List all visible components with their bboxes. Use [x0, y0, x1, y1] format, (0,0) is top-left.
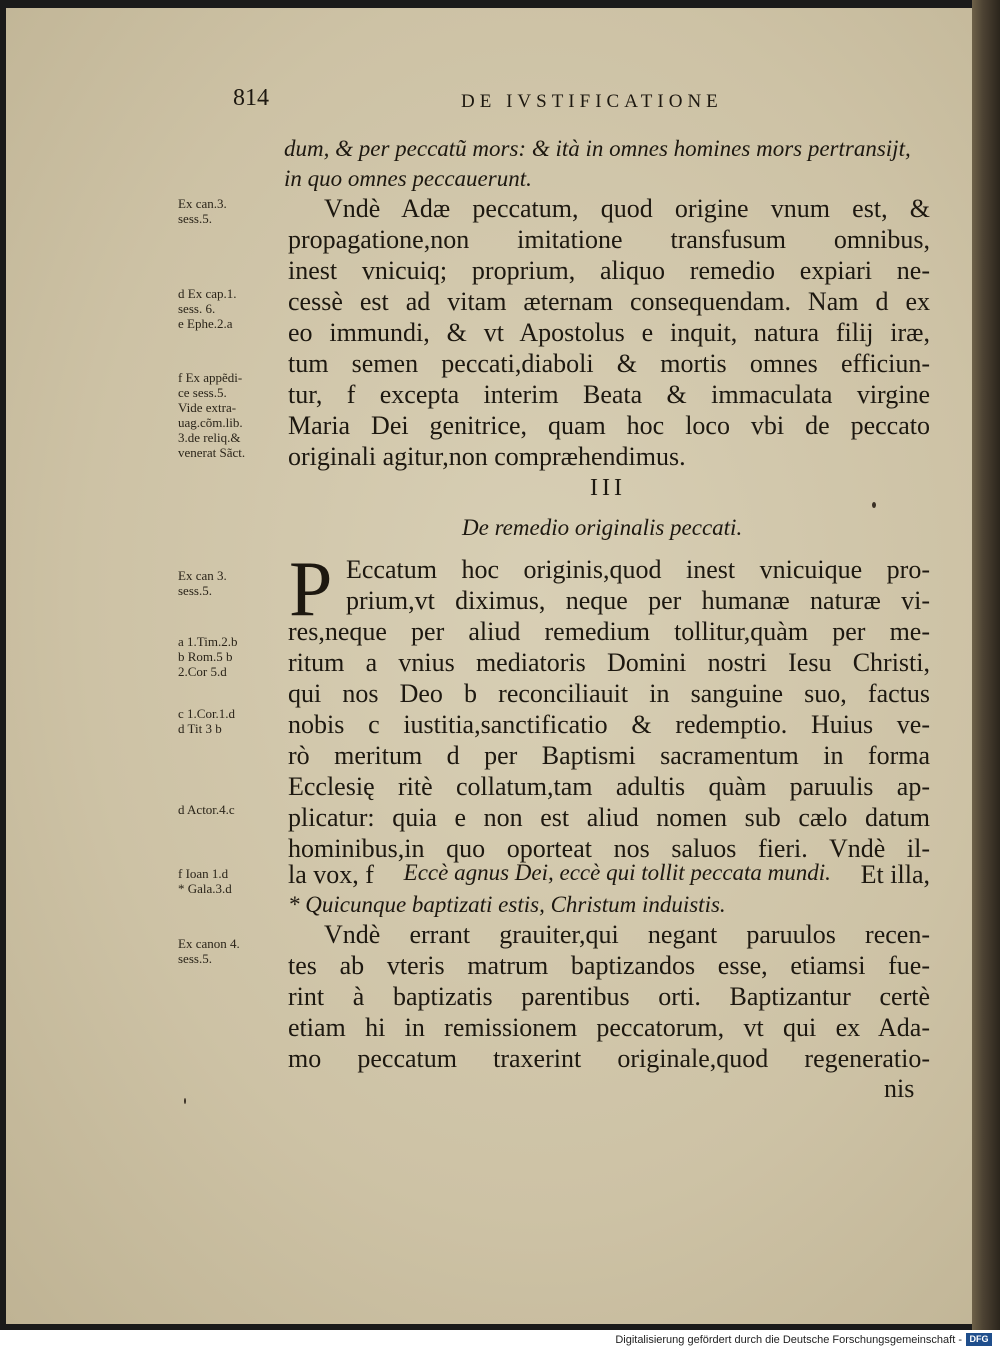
text-line: hominibus,in quo oporteat nos saluos fieri. Vndè il-: [288, 834, 930, 863]
book-page: [6, 8, 972, 1324]
text-line: originali agitur,non compræhendimus.: [288, 442, 686, 471]
text-line: propagatione,non imitatione transfusum omnibus,: [288, 225, 930, 254]
section-title: De remedio originalis peccati.: [462, 515, 743, 540]
text-line: inest vnicuiq; proprium, aliquo remedio expiari ne-: [288, 256, 930, 285]
text-line: qui nos Deo b reconciliauit in sanguine suo, factus: [288, 679, 930, 708]
footer-credit: Digitalisierung gefördert durch die Deutsche Forschungsgemeinschaft -: [615, 1334, 962, 1346]
margin-note: f Ex appẽdi- ce sess.5. Vide extra- uag.cõm.lib. 3.de reliq.& venerat Sãct.: [178, 370, 246, 460]
text-line: rò meritum d per Baptismi sacramentum in forma: [288, 741, 930, 770]
margin-note: c 1.Cor.1.d d Tit 3 b: [178, 706, 236, 736]
text-line: eo immundi, & vt Apostolus e inquit, natura filij iræ,: [288, 318, 930, 347]
catchword: nis: [884, 1074, 915, 1103]
ink-speck: [184, 1098, 186, 1104]
book-spine-edge: [972, 0, 1000, 1330]
text-line: Eccatum hoc originis,quod inest vnicuique pro-: [346, 555, 930, 584]
footer-bar: [0, 1330, 1000, 1351]
text-line: dum, & per peccatũ mors: & ità in omnes homines mors pertransijt,: [284, 136, 911, 161]
text-fragment: Et illa,: [860, 860, 930, 889]
text-line-mixed: [288, 860, 930, 890]
dfg-logo: DFG: [966, 1333, 992, 1346]
margin-note: Ex can 3. sess.5.: [178, 568, 227, 598]
margin-note: Ex can.3. sess.5.: [178, 196, 227, 226]
text-fragment: la vox, f: [288, 860, 374, 889]
text-line: nobis c iustitia,sanctificatio & redemptio. Huius ve-: [288, 710, 930, 739]
quotation-italic: Eccè agnus Dei, eccè qui tollit peccata mundi.: [403, 860, 831, 885]
text-line: Vndè errant grauiter,qui negant paruulos recen-: [324, 920, 930, 949]
text-line: in quo omnes peccauerunt.: [284, 166, 532, 191]
text-line: Vndè Adæ peccatum, quod origine vnum est, &: [324, 194, 930, 223]
margin-note: Ex canon 4. sess.5.: [178, 936, 240, 966]
text-line: tes ab vteris matrum baptizandos esse, etiamsi fue-: [288, 951, 930, 980]
text-line: Ecclesię ritè collatum,tam adultis quàm paruulis ap-: [288, 772, 930, 801]
text-line: tum semen peccati,diaboli & mortis omnes efficiun-: [288, 349, 930, 378]
text-line: mo peccatum traxerint originale,quod regeneratio-: [288, 1044, 930, 1073]
quotation-italic: * Quicunque baptizati estis, Christum induistis.: [288, 892, 726, 917]
text-line: Maria Dei genitrice, quam hoc loco vbi de peccato: [288, 411, 930, 440]
text-line: res,neque per aliud remedium tollitur,quàm per me-: [288, 617, 930, 646]
running-title: DE IVSTIFICATIONE: [461, 91, 723, 112]
margin-note: d Ex cap.1. sess. 6. e Ephe.2.a: [178, 286, 237, 331]
margin-note: a 1.Tim.2.b b Rom.5 b 2.Cor 5.d: [178, 634, 238, 679]
text-line: rint à baptizatis parentibus orti. Baptizantur certè: [288, 982, 930, 1011]
page-number: 814: [233, 85, 269, 111]
text-line: etiam hi in remissionem peccatorum, vt qui ex Ada-: [288, 1013, 930, 1042]
text-line: plicatur: quia e non est aliud nomen sub cælo datum: [288, 803, 930, 832]
margin-note: f Ioan 1.d * Gala.3.d: [178, 866, 232, 896]
section-number: III: [590, 475, 626, 501]
margin-note: d Actor.4.c: [178, 802, 235, 817]
ink-speck: [872, 502, 876, 508]
text-line: tur, f excepta interim Beata & immaculata virgine: [288, 380, 930, 409]
drop-cap-initial: P: [289, 545, 333, 632]
text-line: prium,vt diximus, neque per humanæ naturæ vi-: [346, 586, 930, 615]
text-line: ritum a vnius mediatoris Domini nostri Iesu Christi,: [288, 648, 930, 677]
text-line: cessè est ad vitam æternam consequendam. Nam d ex: [288, 287, 930, 316]
